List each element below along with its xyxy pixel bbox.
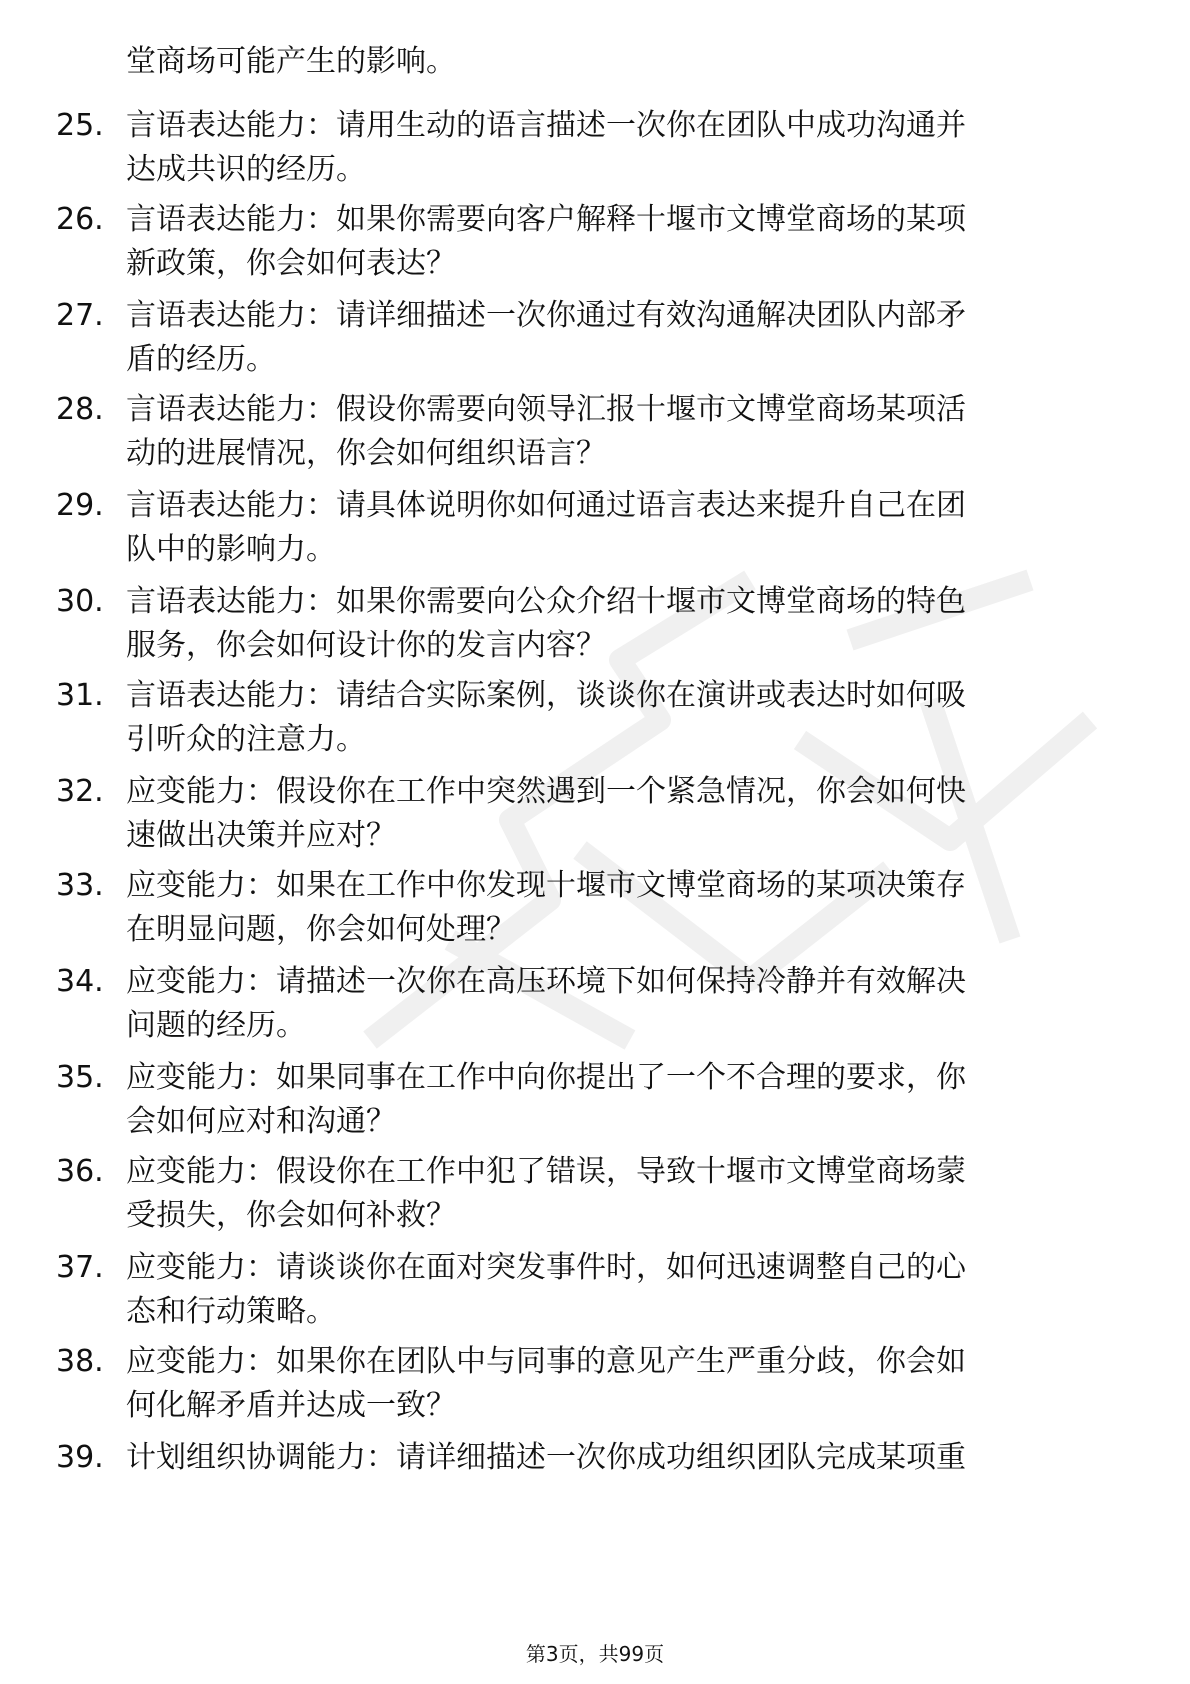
question-line: 引听众的注意力。 bbox=[126, 722, 366, 757]
question-line: 应变能力：假设你在工作中突然遇到一个紧急情况，你会如何快 bbox=[126, 774, 966, 809]
question-line: 言语表达能力：如果你需要向客户解释十堰市文博堂商场的某项 bbox=[126, 202, 966, 237]
question-line: 达成共识的经历。 bbox=[126, 152, 366, 187]
question-line: 速做出决策并应对？ bbox=[126, 818, 396, 853]
question-line: 言语表达能力：请结合实际案例，谈谈你在演讲或表达时如何吸 bbox=[126, 678, 966, 713]
page-number: 第3页，共99页 bbox=[525, 1642, 665, 1666]
question-number: 31. bbox=[56, 678, 104, 713]
question-line: 言语表达能力：请详细描述一次你通过有效沟通解决团队内部矛 bbox=[126, 298, 966, 333]
question-line: 言语表达能力：请用生动的语言描述一次你在团队中成功沟通并 bbox=[126, 108, 966, 143]
question-line: 新政策，你会如何表达？ bbox=[126, 246, 456, 281]
question-number: 30. bbox=[56, 584, 104, 619]
question-line: 言语表达能力：如果你需要向公众介绍十堰市文博堂商场的特色 bbox=[126, 584, 966, 619]
question-number: 33. bbox=[56, 868, 104, 903]
question-line: 言语表达能力：请具体说明你如何通过语言表达来提升自己在团 bbox=[126, 488, 966, 523]
question-number: 26. bbox=[56, 202, 104, 237]
question-line: 何化解矛盾并达成一致？ bbox=[126, 1388, 456, 1423]
question-number: 25. bbox=[56, 108, 104, 143]
question-number: 27. bbox=[56, 298, 104, 333]
question-line: 动的进展情况，你会如何组织语言？ bbox=[126, 436, 606, 471]
question-line: 计划组织协调能力：请详细描述一次你成功组织团队完成某项重 bbox=[126, 1440, 966, 1475]
question-line: 应变能力：假设你在工作中犯了错误，导致十堰市文博堂商场蒙 bbox=[126, 1154, 966, 1189]
question-number: 36. bbox=[56, 1154, 104, 1189]
question-line: 在明显问题，你会如何处理？ bbox=[126, 912, 516, 947]
question-line: 受损失，你会如何补救？ bbox=[126, 1198, 456, 1233]
question-number: 37. bbox=[56, 1250, 104, 1285]
question-line: 应变能力：请描述一次你在高压环境下如何保持冷静并有效解决 bbox=[126, 964, 966, 999]
question-number: 34. bbox=[56, 964, 104, 999]
continuation-text: 堂商场可能产生的影响。 bbox=[126, 44, 456, 79]
question-number: 35. bbox=[56, 1060, 104, 1095]
question-line: 应变能力：如果在工作中你发现十堰市文博堂商场的某项决策存 bbox=[126, 868, 966, 903]
question-number: 28. bbox=[56, 392, 104, 427]
question-line: 问题的经历。 bbox=[126, 1008, 306, 1043]
question-line: 会如何应对和沟通？ bbox=[126, 1104, 396, 1139]
question-line: 应变能力：如果同事在工作中向你提出了一个不合理的要求，你 bbox=[126, 1060, 966, 1095]
question-number: 32. bbox=[56, 774, 104, 809]
question-line: 态和行动策略。 bbox=[126, 1294, 336, 1329]
question-number: 29. bbox=[56, 488, 104, 523]
question-line: 服务，你会如何设计你的发言内容？ bbox=[126, 628, 606, 663]
question-number: 38. bbox=[56, 1344, 104, 1379]
question-line: 应变能力：请谈谈你在面对突发事件时，如何迅速调整自己的心 bbox=[126, 1250, 966, 1285]
question-line: 盾的经历。 bbox=[126, 342, 276, 377]
question-number: 39. bbox=[56, 1440, 104, 1475]
question-line: 应变能力：如果你在团队中与同事的意见产生严重分歧，你会如 bbox=[126, 1344, 966, 1379]
question-line: 队中的影响力。 bbox=[126, 532, 336, 567]
question-line: 言语表达能力：假设你需要向领导汇报十堰市文博堂商场某项活 bbox=[126, 392, 966, 427]
